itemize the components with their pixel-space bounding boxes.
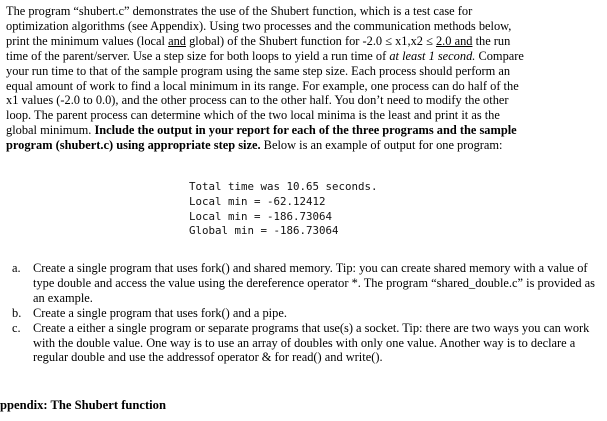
intro-line: print the minimum values (local and global) of the Shubert function for -2.0 ≤ x1,x2 ≤ 2.0 and the run [6, 33, 511, 48]
task-text: Create a single program that uses fork() and a pipe. [33, 305, 287, 320]
intro-line: global minimum. Include the output in your report for each of the three programs and the sample [6, 123, 517, 138]
sample-output-line: Global min = -186.73064 [189, 224, 339, 238]
sample-output-line: Total time was 10.65 seconds. [189, 180, 378, 193]
intro-line: equal amount of work to find a local minimum in its range. For example, one process can do half of the [6, 78, 519, 93]
task-marker: b. [12, 305, 22, 320]
intro-line: loop. The parent process can determine which of the two local minima is the least and print it as the [6, 108, 500, 123]
intro-line: The program “shubert.c” demonstrates the use of the Shubert function, which is a test case for [6, 4, 473, 18]
sample-output-block [189, 180, 378, 239]
sample-output-line: Local min = -62.12412 [189, 194, 326, 208]
and-underlined: and [168, 33, 186, 48]
assignment-description [6, 4, 602, 153]
intro-line: x1 values (-2.0 to 0.0), and the other process can to the other half. You don’t need to modify the other [6, 93, 509, 108]
run-time-requirement: at least 1 second. [389, 48, 476, 63]
intro-line: time of the parent/server. Use a step size for both loops to yield a run time of at least 1 second. Compare [6, 48, 524, 63]
sample-output-line: Local min = -186.73064 [189, 209, 333, 223]
intro-line: optimization algorithms (see Appendix). Using two processes and the communication methods below, [6, 18, 512, 33]
report-instruction: program (shubert.c) using appropriate step size. [6, 138, 261, 153]
appendix-heading: ppendix: The Shubert function [0, 398, 166, 412]
task-list [6, 261, 602, 365]
range-underlined: 2.0 and [435, 33, 473, 48]
report-instruction: Include the output in your report for each of the three programs and the sample [94, 123, 517, 138]
task-text: Create a either a single program or separate programs that use(s) a socket. Tip: there are two ways you can work with the double value. One way is to use an array of doubles with only one value. Another way is to declare a regular double and use the addressof operator & for read() and write(). [33, 320, 590, 365]
task-item [6, 306, 602, 321]
task-text: Create a single program that uses fork() and shared memory. Tip: you can create shared memory with a value of type double and access the value using the dereference operator *. The program “shared_double.c” is provided as an example. [33, 261, 595, 305]
intro-line: your run time to that of the sample program using the same step size. Each process should perform an [6, 63, 511, 78]
task-marker: c. [12, 320, 21, 335]
intro-line: program (shubert.c) using appropriate step size. Below is an example of output for one program: [6, 138, 503, 153]
task-item [6, 261, 602, 306]
task-item [6, 321, 602, 366]
task-marker: a. [12, 261, 21, 275]
